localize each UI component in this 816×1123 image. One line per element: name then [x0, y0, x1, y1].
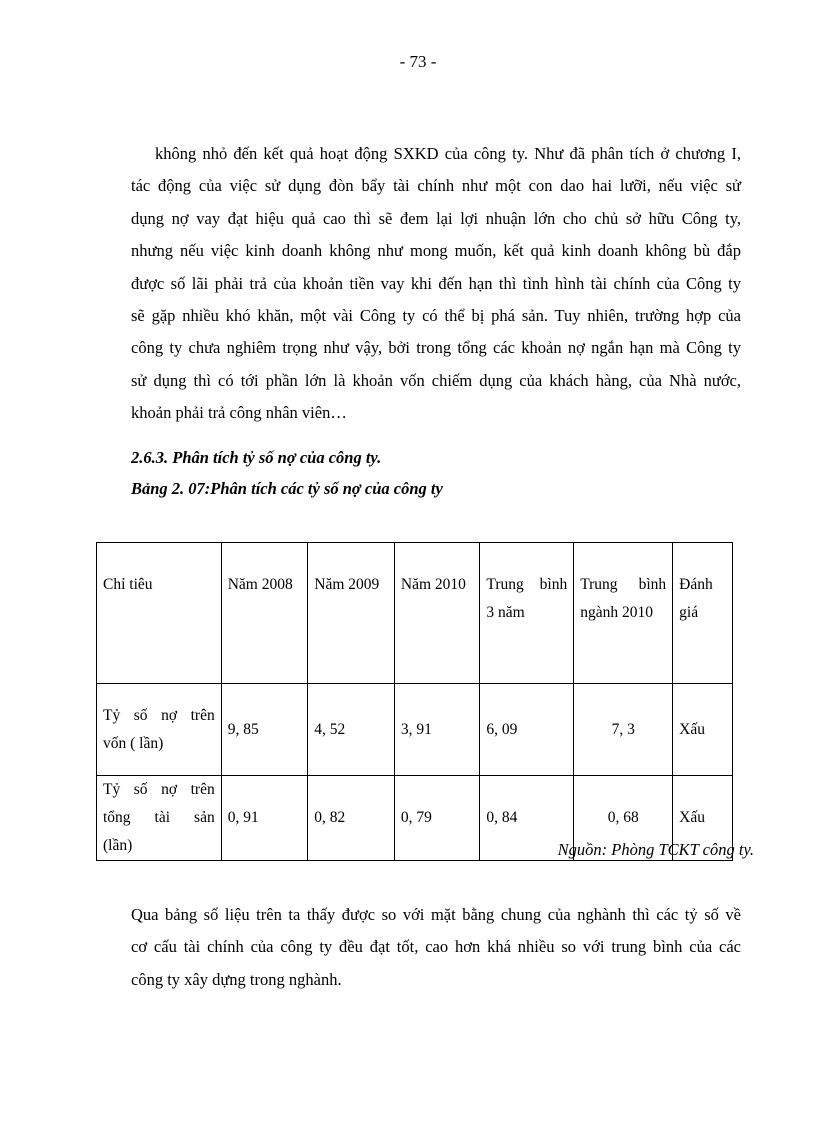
intro-line: sử dụng thì có tới phần lớn là khoản vốn chiếm dụng của khách hàng, của Nhà nước, — [131, 370, 741, 390]
section-heading: 2.6.3. Phân tích tỷ số nợ của công ty. — [131, 448, 382, 467]
row-label-line2: vốn ( lần) — [103, 734, 164, 752]
intro-line: dụng nợ vay đạt hiệu quả cao thì sẽ đem lại lợi nhuận lớn cho chủ sở hữu Công ty, — [131, 208, 741, 228]
row-label — [97, 776, 222, 861]
row-label-line3: (lần) — [103, 837, 133, 854]
table-row — [97, 684, 733, 776]
intro-line: được số lãi phải trả của khoản tiền vay khi đến hạn thì tình hình tài chính của Công ty — [131, 273, 741, 293]
row-label-line2: tổng tài sản — [103, 809, 215, 826]
cell-rating: Xấu — [673, 684, 733, 776]
header-rating-line1: Đánh — [679, 576, 713, 593]
intro-line: khoản phải trả công nhân viên… — [131, 403, 347, 423]
intro-line: công ty chưa nghiêm trọng như vậy, bởi trong tổng các khoản nợ ngắn hạn mà Công ty — [131, 338, 741, 358]
cell-industry-avg: 0, 68 — [574, 776, 673, 861]
cell-2010: 3, 91 — [394, 684, 480, 776]
header-2010-text: Năm 2010 — [400, 576, 466, 593]
conclusion-line: Qua bảng số liệu trên ta thấy được so với mặt bằng chung của nghành thì các tỷ số về — [131, 905, 741, 924]
cell-avg-3-years: 6, 09 — [480, 684, 574, 776]
header-industry-line2: ngành 2010 — [580, 604, 653, 621]
header-industry-avg — [574, 543, 673, 684]
header-2008 — [221, 543, 308, 684]
header-2008-text: Năm 2008 — [227, 576, 293, 593]
intro-paragraph — [131, 138, 741, 430]
header-2009 — [308, 543, 395, 684]
row-label — [97, 684, 222, 776]
table-caption: Bảng 2. 07:Phân tích các tỷ số nợ của công ty — [131, 479, 443, 498]
intro-line: tác động của việc sử dụng đòn bẩy tài chính như một con dao hai lưỡi, nếu việc sử — [131, 176, 741, 196]
conclusion-line: cơ cấu tài chính của công ty đều đạt tốt, cao hơn khá nhiều so với trung bình của các — [131, 937, 741, 957]
cell-2009: 4, 52 — [308, 684, 395, 776]
table-header-row — [97, 543, 733, 684]
debt-ratio-table — [96, 542, 733, 861]
cell-avg-3-years: 0, 84 — [480, 776, 574, 861]
header-avg-line1: Trung bình — [486, 576, 568, 593]
intro-line: nhưng nếu việc kinh doanh không như mong muốn, kết quả kinh doanh không bù đắp — [131, 241, 741, 261]
cell-2009: 0, 82 — [308, 776, 395, 861]
cell-2010: 0, 79 — [394, 776, 480, 861]
cell-2008: 0, 91 — [221, 776, 308, 861]
conclusion-paragraph — [131, 899, 741, 996]
header-avg-3-years — [480, 543, 574, 684]
page-number: - 73 - — [399, 52, 437, 71]
header-rating-line2: giá — [679, 604, 699, 621]
conclusion-line: công ty xây dựng trong nghành. — [131, 969, 342, 989]
intro-line: không nhỏ đến kết quả hoạt động SXKD của công ty. Như đã phân tích ở chương I, — [155, 144, 741, 163]
row-label-line1: Tỷ số nợ trên — [103, 706, 215, 724]
header-2009-text: Năm 2009 — [314, 576, 380, 593]
row-label-line1: Tỷ số nợ trên — [103, 781, 215, 798]
header-industry-line1: Trung bình — [580, 576, 667, 593]
header-2010 — [394, 543, 480, 684]
header-rating — [673, 543, 733, 684]
header-indicator-text: Chỉ tiêu — [103, 576, 153, 593]
header-indicator — [97, 543, 222, 684]
cell-rating: Xấu — [673, 776, 733, 861]
intro-line: sẽ gặp nhiều khó khăn, một vài Công ty có thể bị phá sản. Tuy nhiên, trường hợp của — [131, 306, 741, 326]
cell-industry-avg: 7, 3 — [574, 684, 673, 776]
cell-2008: 9, 85 — [221, 684, 308, 776]
header-avg-line2: 3 năm — [486, 604, 525, 621]
source-note: Nguồn: Phòng TCKT công ty. — [557, 840, 754, 859]
